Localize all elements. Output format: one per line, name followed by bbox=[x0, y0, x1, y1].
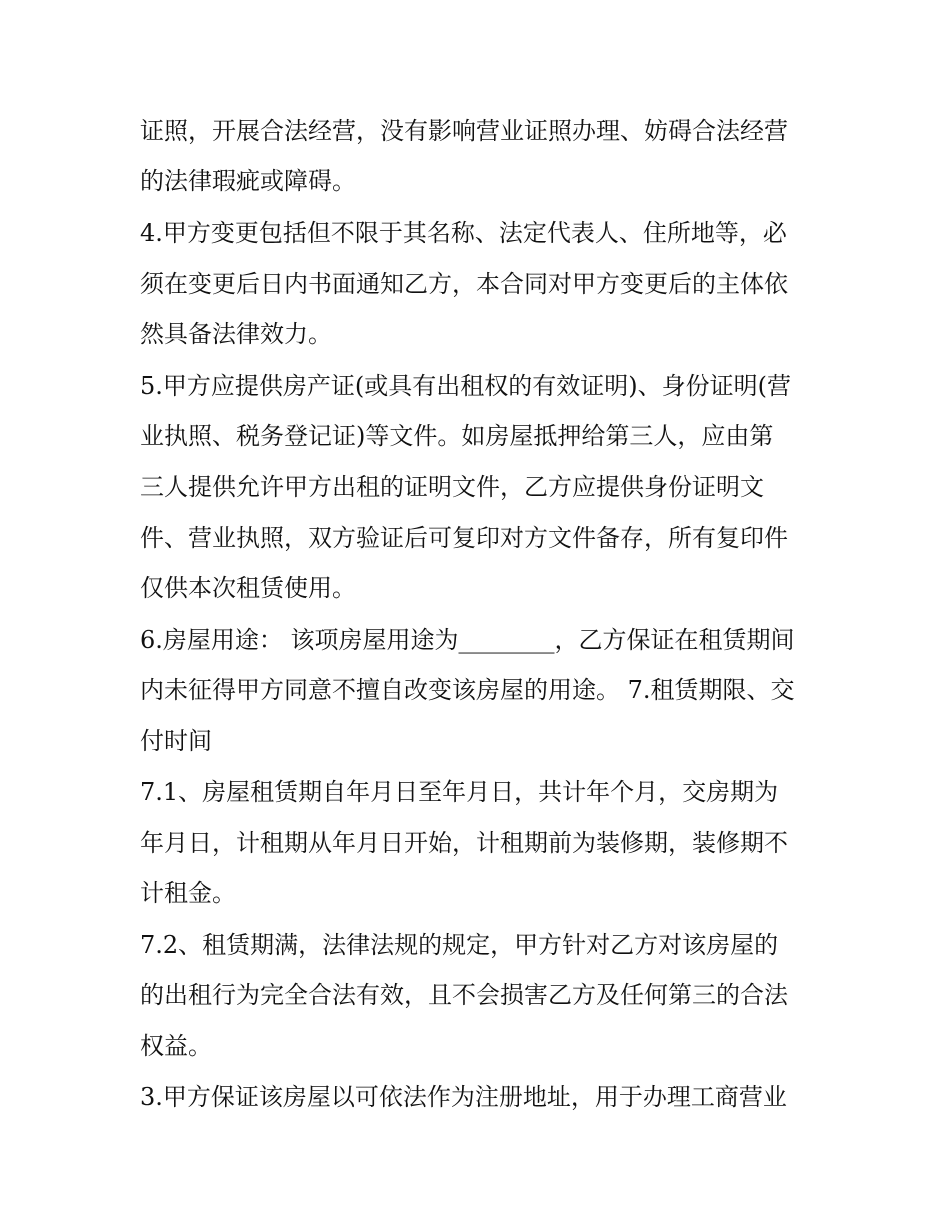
text-line: 6.房屋用途： 该项房屋用途为________，乙方保证在租赁期间 bbox=[140, 626, 795, 654]
text-line: 的法律瑕疵或障碍。 bbox=[140, 167, 356, 195]
text-line: 业执照、税务登记证)等文件。如房屋抵押给第三人，应由第 bbox=[140, 422, 774, 450]
text-line: 7.2、租赁期满，法律法规的规定，甲方针对乙方对该房屋的 bbox=[140, 931, 779, 959]
text-line: 须在变更后日内书面通知乙方，本合同对甲方变更后的主体依 bbox=[140, 270, 788, 298]
text-line: 然具备法律效力。 bbox=[140, 320, 332, 348]
text-line: 3.甲方保证该房屋以可依法作为注册地址，用于办理工商营业 bbox=[140, 1083, 787, 1111]
text-line: 权益。 bbox=[140, 1032, 212, 1060]
text-line: 4.甲方变更包括但不限于其名称、法定代表人、住所地等，必 bbox=[140, 219, 787, 247]
text-line: 年月日，计租期从年月日开始，计租期前为装修期，装修期不 bbox=[140, 829, 788, 857]
text-line: 内未征得甲方同意不擅自改变该房屋的用途。 7.租赁期限、交 bbox=[140, 676, 795, 704]
text-line: 5.甲方应提供房产证(或具有出租权的有效证明)、身份证明(营 bbox=[140, 372, 791, 400]
text-line: 计租金。 bbox=[140, 879, 236, 907]
text-line: 三人提供允许甲方出租的证明文件，乙方应提供身份证明文 bbox=[140, 473, 764, 501]
text-line: 的出租行为完全合法有效，且不会损害乙方及任何第三的合法 bbox=[140, 981, 788, 1009]
text-line: 付时间 bbox=[140, 727, 212, 755]
text-line: 7.1、房屋租赁期自年月日至年月日，共计年个月，交房期为 bbox=[140, 778, 779, 806]
text-line: 证照，开展合法经营，没有影响营业证照办理、妨碍合法经营 bbox=[140, 117, 788, 145]
text-line: 件、营业执照，双方验证后可复印对方文件备存，所有复印件 bbox=[140, 524, 788, 552]
text-line: 仅供本次租赁使用。 bbox=[140, 574, 356, 602]
